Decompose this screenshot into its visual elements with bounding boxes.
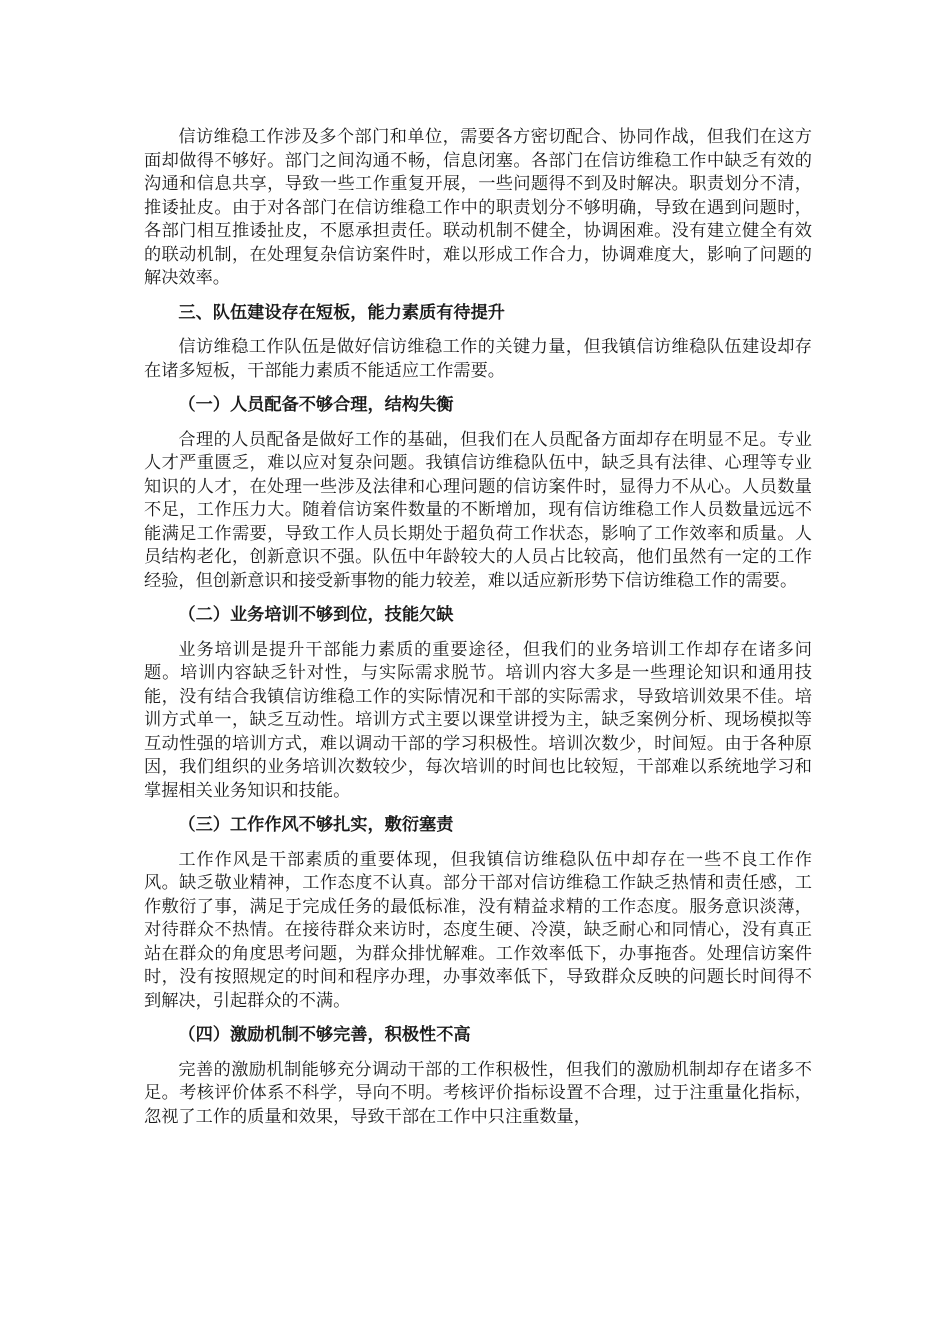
paragraph-incentives: 完善的激励机制能够充分调动干部的工作积极性，但我们的激励机制却存在诸多不足。考核评价体系不科学，导向不明。考核评价指标设置不合理，过于注重量化指标，忽视了工作的质量和效果，导致干部在工作中只注重数量， <box>144 1059 812 1127</box>
paragraph-coordination: 信访维稳工作涉及多个部门和单位，需要各方密切配合、协同作战，但我们在这方面却做得不够好。部门之间沟通不畅，信息闭塞。各部门在信访维稳工作中缺乏有效的沟通和信息共享，导致一些工作重复开展，一些问题得不到及时解决。职责划分不清，推诿扯皮。由于对各部门在信访维稳工作中的职责划分不够明确，导致在遇到问题时，各部门相互推诿扯皮，不愿承担责任。联动机制不健全，协调困难。没有建立健全有效的联动机制，在处理复杂信访案件时，难以形成工作合力，协调难度大，影响了问题的解决效率。 <box>144 127 812 288</box>
section-heading-team-building: 三、队伍建设存在短板，能力素质有待提升 <box>178 302 505 323</box>
paragraph-training: 业务培训是提升干部能力素质的重要途径，但我们的业务培训工作却存在诸多问题。培训内容缺乏针对性，与实际需求脱节。培训内容大多是一些理论知识和通用技能，没有结合我镇信访维稳工作的实际情况和干部的实际需求，导致培训效果不佳。培训方式单一，缺乏互动性。培训方式主要以课堂讲授为主，缺乏案例分析、现场模拟等互动性强的培训方式，难以调动干部的学习积极性。培训次数少，时间短。由于各种原因，我们组织的业务培训次数较少，每次培训的时间也比较短，干部难以系统地学习和掌握相关业务知识和技能。 <box>144 639 812 801</box>
subheading-staffing: （一）人员配备不够合理，结构失衡 <box>178 395 454 415</box>
subheading-incentives: （四）激励机制不够完善，积极性不高 <box>178 1025 471 1045</box>
paragraph-work-style: 工作作风是干部素质的重要体现，但我镇信访维稳队伍中却存在一些不良工作作风。缺乏敬业精神，工作态度不认真。部分干部对信访维稳工作缺乏热情和责任感，工作敷衍了事，满足于完成任务的最低标准，没有精益求精的工作态度。服务意识淡薄，对待群众不热情。在接待群众来访时，态度生硬、冷漠，缺乏耐心和同情心，没有真正站在群众的角度思考问题，为群众排忧解难。工作效率低下，办事拖沓。处理信访案件时，没有按照规定的时间和程序办理，办事效率低下，导致群众反映的问题长时间得不到解决，引起群众的不满。 <box>144 849 812 1011</box>
paragraph-team-intro: 信访维稳工作队伍是做好信访维稳工作的关键力量，但我镇信访维稳队伍建设却存在诸多短板，干部能力素质不能适应工作需要。 <box>144 337 812 381</box>
document-page <box>144 126 812 1140</box>
subheading-work-style: （三）工作作风不够扎实，敷衍塞责 <box>178 815 454 835</box>
subheading-training: （二）业务培训不够到位，技能欠缺 <box>178 605 454 625</box>
paragraph-staffing: 合理的人员配备是做好工作的基础，但我们在人员配备方面却存在明显不足。专业人才严重匮乏，难以应对复杂问题。我镇信访维稳队伍中，缺乏具有法律、心理等专业知识的人才，在处理一些涉及法律和心理问题的信访案件时，显得力不从心。人员数量不足，工作压力大。随着信访案件数量的不断增加，现有信访维稳工作人员数量远远不能满足工作需要，导致工作人员长期处于超负荷工作状态，影响了工作效率和质量。人员结构老化，创新意识不强。队伍中年龄较大的人员占比较高，他们虽然有一定的工作经验，但创新意识和接受新事物的能力较差，难以适应新形势下信访维稳工作的需要。 <box>144 429 812 591</box>
